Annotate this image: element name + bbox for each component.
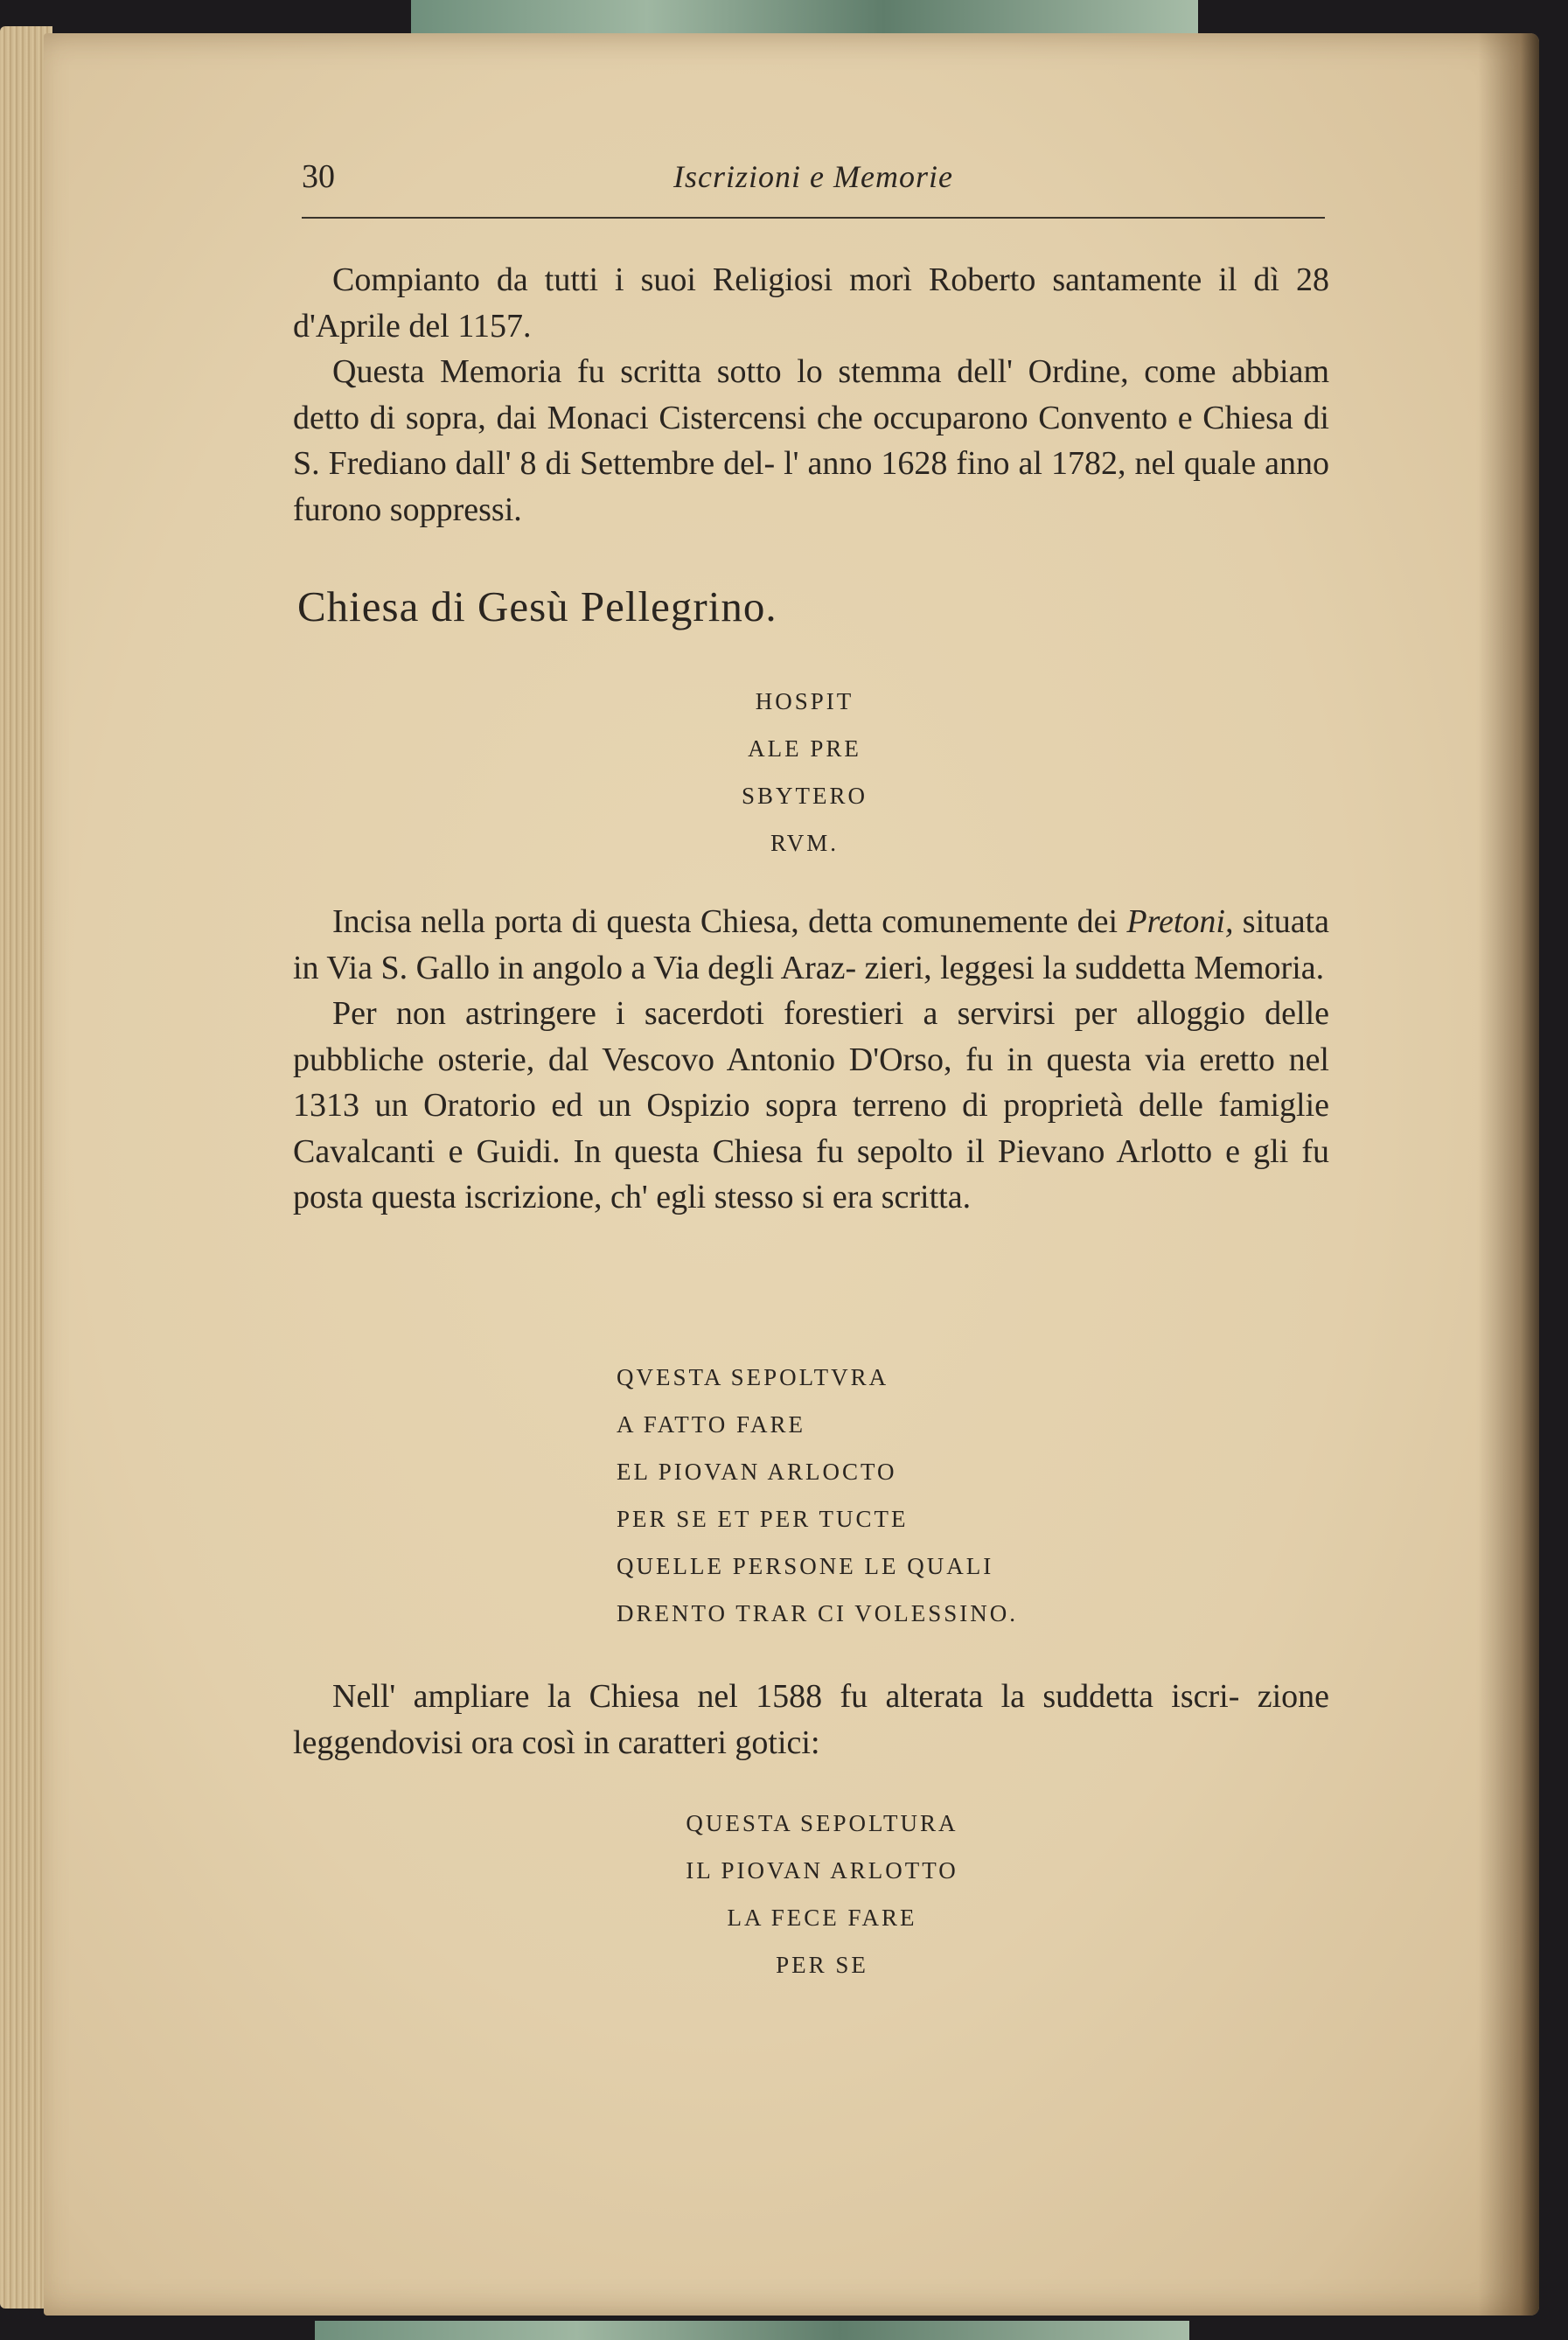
inscription-hospitale [717, 678, 892, 867]
inscription-line: HOSPIT [755, 688, 854, 714]
paragraph-text: situata in Via S. Gallo in angolo a Via degli Araz- zieri, leggesi la suddetta Memoria. [293, 903, 1329, 986]
page-number: 30 [302, 158, 335, 195]
marbled-endpaper-bottom [315, 2321, 1189, 2340]
inscription-arlotto-original [617, 1354, 1018, 1637]
inscription-line: DRENTO TRAR CI VOLESSINO. [617, 1600, 1019, 1626]
paragraph: Nell' ampliare la Chiesa nel 1588 fu alterata la suddetta iscri- zione leggendovisi ora così in caratteri gotici: [293, 1678, 1329, 1761]
inscription-line: QUESTA SEPOLTURA [686, 1810, 958, 1836]
inscription-arlotto-altered [652, 1800, 993, 1988]
section-title: Chiesa di Gesù Pellegrino. [297, 582, 777, 630]
page-header [302, 154, 1325, 206]
inscription-line: SBYTERO [741, 783, 868, 809]
middle-text [293, 899, 1329, 1221]
inscription-line: EL PIOVAN ARLOCTO [617, 1459, 897, 1485]
inscription-line: PER SE ET PER TUCTE [617, 1506, 909, 1532]
inscription-line: A FATTO FARE [617, 1411, 806, 1438]
paragraph: Per non astringere i sacerdoti forestieri a servirsi per alloggio delle pubbliche osterie, dal Vescovo Antonio D'Orso, fu in questa via eretto nel 1313 un Oratorio ed un Ospizio sopra terreno di proprietà delle famiglie Cavalcanti e Guidi. In questa Chiesa fu sepolto il Pievano Arlotto e gli fu posta questa iscrizione, ch' egli stesso si era scritta. [293, 995, 1329, 1215]
running-title: Iscrizioni e Memorie [673, 159, 953, 194]
paragraph-text: Incisa nella porta di questa Chiesa, detta comunemente dei [332, 903, 1127, 940]
header-rule [302, 217, 1325, 219]
marbled-endpaper-top [411, 0, 1198, 35]
inscription-line: RVM. [770, 830, 840, 856]
inscription-line: IL PIOVAN ARLOTTO [686, 1857, 958, 1884]
closing-text [293, 1674, 1329, 1765]
paragraph: Questa Memoria fu scritta sotto lo stemma dell' Ordine, come abbiam detto di sopra, dai Monaci Cistercensi che occuparono Convento e Chiesa di S. Frediano dall' 8 di Settembre del- l' anno 1628 fino al 1782, nel quale anno furono soppressi. [293, 353, 1329, 528]
inscription-line: ALE PRE [748, 735, 861, 762]
inscription-line: QVESTA SEPOLTVRA [617, 1364, 889, 1390]
italic-word: Pretoni, [1126, 903, 1234, 940]
inscription-line: PER SE [776, 1952, 868, 1978]
paragraph: Compianto da tutti i suoi Religiosi morì Roberto santamente il dì 28 d'Aprile del 1157. [293, 261, 1329, 345]
inscription-line: QUELLE PERSONE LE QUALI [617, 1553, 994, 1579]
spine-shadow [1478, 33, 1539, 2316]
paragraph [293, 899, 1329, 991]
intro-text [293, 257, 1329, 533]
inscription-line: LA FECE FARE [727, 1905, 917, 1931]
